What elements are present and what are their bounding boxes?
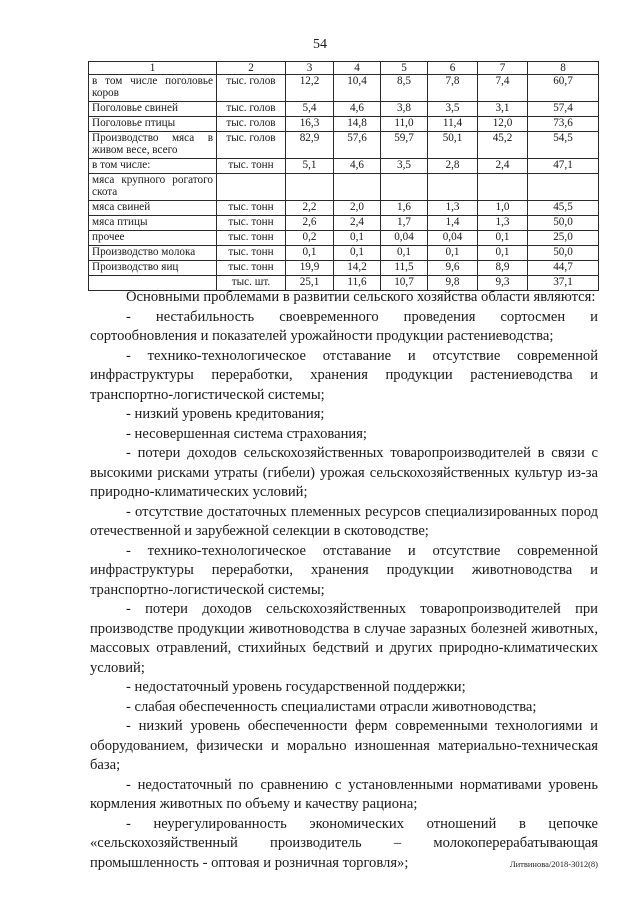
value-cell: 60,7 <box>528 75 599 102</box>
unit-cell: тыс. голов <box>217 75 286 102</box>
value-cell: 50,1 <box>428 132 478 159</box>
value-cell: 16,3 <box>286 117 334 132</box>
value-cell: 3,8 <box>381 102 428 117</box>
row-label: мяса птицы <box>89 216 217 231</box>
value-cell: 2,4 <box>478 159 528 174</box>
table-row <box>89 201 599 216</box>
value-cell: 25,1 <box>286 276 334 291</box>
value-cell: 0,1 <box>286 246 334 261</box>
value-cell: 45,2 <box>478 132 528 159</box>
value-cell: 37,1 <box>528 276 599 291</box>
value-cell: 7,8 <box>428 75 478 102</box>
value-cell: 0,2 <box>286 231 334 246</box>
value-cell: 0,1 <box>428 246 478 261</box>
row-label: в том числе: <box>89 159 217 174</box>
problem-list-item: - нестабильность своевременного проведения сортосмен и сортообновления и показателей урожайности продукции растениеводства; <box>90 308 598 344</box>
problem-list-item: - неурегулированность экономических отношений в цепочке «сельскохозяйственный производитель – молокоперерабатывающая промышленность - оптовая и розничная торговля»; <box>90 815 598 871</box>
unit-cell: тыс. шт. <box>217 276 286 291</box>
value-cell: 50,0 <box>528 246 599 261</box>
value-cell: 3,5 <box>428 102 478 117</box>
value-cell <box>428 174 478 201</box>
value-cell: 8,5 <box>381 75 428 102</box>
table-row <box>89 75 599 102</box>
value-cell: 1,7 <box>381 216 428 231</box>
value-cell <box>478 174 528 201</box>
row-label: мяса свиней <box>89 201 217 216</box>
unit-cell: тыс. тонн <box>217 246 286 261</box>
value-cell: 12,0 <box>478 117 528 132</box>
value-cell: 1,0 <box>478 201 528 216</box>
page-number: 54 <box>313 37 327 52</box>
value-cell: 1,3 <box>478 216 528 231</box>
table-header-cell: 8 <box>528 62 599 75</box>
value-cell <box>334 174 381 201</box>
body-text <box>90 288 598 873</box>
table-row <box>89 117 599 132</box>
value-cell: 14,2 <box>334 261 381 276</box>
value-cell: 25,0 <box>528 231 599 246</box>
problem-list-item: - отсутствие достаточных племенных ресурсов специализированных пород отечественной и зарубежной селекции в скотоводстве; <box>90 503 598 539</box>
unit-cell: тыс. тонн <box>217 201 286 216</box>
unit-cell: тыс. тонн <box>217 159 286 174</box>
value-cell: 11,6 <box>334 276 381 291</box>
unit-cell: тыс. тонн <box>217 231 286 246</box>
value-cell: 1,3 <box>428 201 478 216</box>
value-cell: 45,5 <box>528 201 599 216</box>
value-cell: 0,1 <box>381 246 428 261</box>
problem-list-item: - недостаточный по сравнению с установленными нормативами уровень кормления животных по объему и качеству рациона; <box>90 776 598 812</box>
table-header-cell: 6 <box>428 62 478 75</box>
value-cell: 0,1 <box>478 246 528 261</box>
unit-cell: тыс. тонн <box>217 261 286 276</box>
unit-cell: тыс. голов <box>217 132 286 159</box>
table-row <box>89 216 599 231</box>
problem-list-item: - слабая обеспеченность специалистами отрасли животноводства; <box>126 698 537 715</box>
problem-list-item: - потери доходов сельскохозяйственных товаропроизводителей в связи с высокими рисками утраты (гибели) урожая сельскохозяйственных культур из-за природно-климатических условий; <box>90 445 598 500</box>
value-cell: 0,04 <box>428 231 478 246</box>
value-cell: 5,1 <box>286 159 334 174</box>
problem-list-item: - потери доходов сельскохозяйственных товаропроизводителей при производстве продукции животноводства в случае заразных болезней животных, массовых отравлений, стихийных бедствий и других природно-климатических условий; <box>90 601 598 676</box>
table-row <box>89 246 599 261</box>
value-cell: 54,5 <box>528 132 599 159</box>
value-cell: 2,8 <box>428 159 478 174</box>
value-cell: 44,7 <box>528 261 599 276</box>
table-header-cell: 1 <box>89 62 217 75</box>
intro-paragraph: Основными проблемами в развитии сельского хозяйства области являются: <box>126 289 596 305</box>
value-cell: 5,4 <box>286 102 334 117</box>
problem-list-item: - технико-технологическое отставание и отсутствие современной инфраструктуры переработки, хранения продукции растениеводства и транспортно-логистической системы; <box>90 347 598 403</box>
problem-list-item: - несовершенная система страхования; <box>126 425 367 442</box>
value-cell: 19,9 <box>286 261 334 276</box>
value-cell: 57,6 <box>334 132 381 159</box>
value-cell: 9,8 <box>428 276 478 291</box>
row-label: в том числе поголовье коров <box>89 75 217 102</box>
table-row <box>89 132 599 159</box>
value-cell: 0,04 <box>381 231 428 246</box>
value-cell: 9,6 <box>428 261 478 276</box>
problem-list-item: - недостаточный уровень государственной поддержки; <box>126 679 466 695</box>
table-row <box>89 231 599 246</box>
value-cell: 0,1 <box>334 246 381 261</box>
problem-list-item: - низкий уровень кредитования; <box>126 406 325 422</box>
row-label: Поголовье птицы <box>89 117 217 132</box>
value-cell: 11,5 <box>381 261 428 276</box>
unit-cell <box>217 174 286 201</box>
value-cell: 50,0 <box>528 216 599 231</box>
value-cell: 59,7 <box>381 132 428 159</box>
table-header-cell: 2 <box>217 62 286 75</box>
row-label: Производство мяса в живом весе, всего <box>89 132 217 159</box>
row-label: Поголовье свиней <box>89 102 217 117</box>
value-cell: 2,6 <box>286 216 334 231</box>
statistics-table <box>88 61 599 291</box>
row-label: мяса крупного рогатого скота <box>89 174 217 201</box>
value-cell: 10,7 <box>381 276 428 291</box>
value-cell: 7,4 <box>478 75 528 102</box>
value-cell: 57,4 <box>528 102 599 117</box>
unit-cell: тыс. голов <box>217 102 286 117</box>
value-cell <box>528 174 599 201</box>
value-cell: 1,4 <box>428 216 478 231</box>
value-cell: 10,4 <box>334 75 381 102</box>
row-label: Производство яиц <box>89 261 217 276</box>
value-cell: 12,2 <box>286 75 334 102</box>
value-cell: 2,0 <box>334 201 381 216</box>
table-header-row <box>89 62 599 75</box>
table-row <box>89 261 599 276</box>
value-cell <box>286 174 334 201</box>
unit-cell: тыс. тонн <box>217 216 286 231</box>
value-cell: 2,4 <box>334 216 381 231</box>
row-label: прочее <box>89 231 217 246</box>
value-cell: 73,6 <box>528 117 599 132</box>
value-cell: 9,3 <box>478 276 528 291</box>
table-header-cell: 7 <box>478 62 528 75</box>
value-cell: 14,8 <box>334 117 381 132</box>
table-header-cell: 3 <box>286 62 334 75</box>
table-header-cell: 4 <box>334 62 381 75</box>
table-header-cell: 5 <box>381 62 428 75</box>
value-cell: 8,9 <box>478 261 528 276</box>
value-cell: 11,4 <box>428 117 478 132</box>
value-cell: 3,5 <box>381 159 428 174</box>
row-label: Производство молока <box>89 246 217 261</box>
value-cell: 82,9 <box>286 132 334 159</box>
unit-cell: тыс. голов <box>217 117 286 132</box>
value-cell: 0,1 <box>334 231 381 246</box>
document-footer-code: Литвинова/2018-3012(8) <box>509 859 598 869</box>
value-cell: 11,0 <box>381 117 428 132</box>
problem-list-item: - низкий уровень обеспеченности ферм современными технологиями и оборудованием, физически и морально изношенная материально-техническая база; <box>90 718 598 773</box>
value-cell: 2,2 <box>286 201 334 216</box>
value-cell: 1,6 <box>381 201 428 216</box>
value-cell: 0,1 <box>478 231 528 246</box>
value-cell: 47,1 <box>528 159 599 174</box>
value-cell <box>381 174 428 201</box>
value-cell: 4,6 <box>334 102 381 117</box>
table-row <box>89 174 599 201</box>
problem-list-item: - технико-технологическое отставание и отсутствие современной инфраструктуры переработки, хранения продукции животноводства и транспортно-логистической системы; <box>90 542 598 598</box>
table-row <box>89 159 599 174</box>
value-cell: 3,1 <box>478 102 528 117</box>
value-cell: 4,6 <box>334 159 381 174</box>
table-row <box>89 102 599 117</box>
